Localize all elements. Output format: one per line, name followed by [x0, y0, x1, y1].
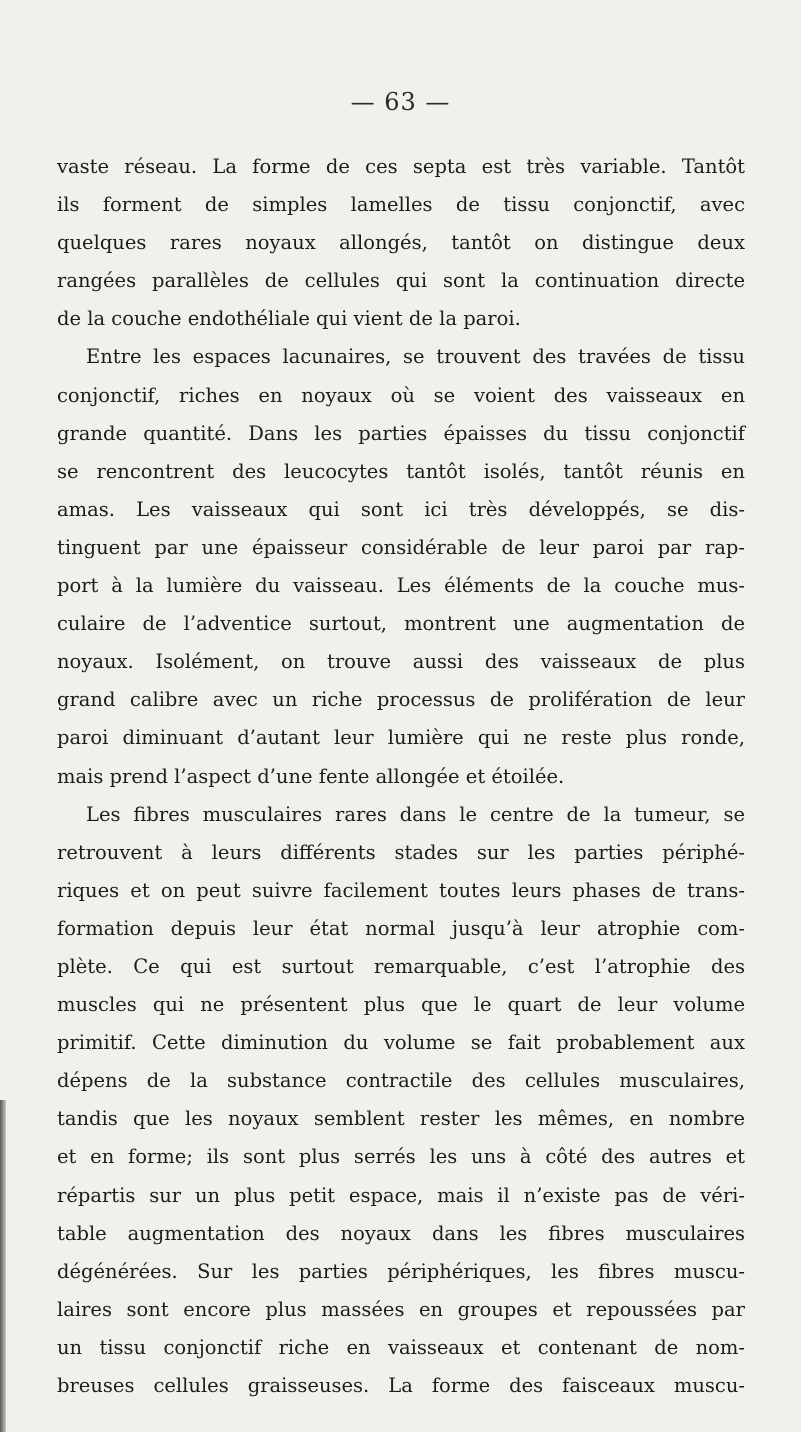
text-line: grande quantité. Dans les parties épaisses du tissu conjonctif: [57, 421, 745, 445]
text-line: Entre les espaces lacunaires, se trouvent des travées de tissu: [86, 345, 745, 369]
text-line: laires sont encore plus massées en groupes et repoussées par: [57, 1297, 745, 1321]
text-line: un tissu conjonctif riche en vaisseaux et contenant de nom-: [57, 1335, 745, 1359]
body-text: [57, 148, 745, 1405]
text-line: grand calibre avec un riche processus de prolifération de leur: [57, 688, 745, 712]
binding-edge-shadow: [0, 1100, 6, 1432]
text-line: et en forme; ils sont plus serrés les uns à côté des autres et: [57, 1145, 745, 1169]
text-line: riques et on peut suivre facilement toutes leurs phases de trans-: [57, 878, 745, 902]
text-line: table augmentation des noyaux dans les fibres musculaires: [57, 1221, 745, 1245]
text-line: culaire de l’adventice surtout, montrent une augmentation de: [57, 612, 745, 636]
text-line: conjonctif, riches en noyaux où se voient des vaisseaux en: [57, 383, 745, 407]
text-line: quelques rares noyaux allongés, tantôt on distingue deux: [57, 231, 745, 255]
text-line: tandis que les noyaux semblent rester les mêmes, en nombre: [57, 1107, 745, 1131]
text-line: mais prend l’aspect d’une fente allongée et étoilée.: [57, 764, 565, 788]
text-line: Les fibres musculaires rares dans le centre de la tumeur, se: [86, 802, 745, 826]
text-line: formation depuis leur état normal jusqu’à leur atrophie com-: [57, 916, 745, 940]
text-line: ils forment de simples lamelles de tissu conjonctif, avec: [57, 193, 745, 217]
text-line: retrouvent à leurs différents stades sur les parties périphé-: [57, 840, 745, 864]
text-line: muscles qui ne présentent plus que le quart de leur volume: [57, 993, 745, 1017]
text-line: dépens de la substance contractile des cellules musculaires,: [57, 1069, 745, 1093]
text-line: breuses cellules graisseuses. La forme des faisceaux muscu-: [57, 1374, 745, 1397]
page-number: — 63 —: [350, 88, 451, 116]
text-line: vaste réseau. La forme de ces septa est très variable. Tantôt: [57, 155, 745, 178]
text-line: primitif. Cette diminution du volume se fait probablement aux: [57, 1031, 745, 1055]
text-line: dégénérées. Sur les parties périphériques, les fibres muscu-: [57, 1259, 745, 1283]
text-line: se rencontrent des leucocytes tantôt isolés, tantôt réunis en: [57, 459, 745, 483]
text-line: amas. Les vaisseaux qui sont ici très développés, se dis-: [57, 497, 745, 521]
text-line: noyaux. Isolément, on trouve aussi des vaisseaux de plus: [57, 650, 745, 674]
text-line: tinguent par une épaisseur considérable de leur paroi par rap-: [57, 535, 745, 559]
text-line: rangées parallèles de cellules qui sont la continuation directe: [57, 269, 745, 293]
text-line: répartis sur un plus petit espace, mais il n’existe pas de véri-: [57, 1183, 745, 1207]
text-line: paroi diminuant d’autant leur lumière qui ne reste plus ronde,: [57, 726, 745, 750]
text-line: port à la lumière du vaisseau. Les éléments de la couche mus-: [57, 574, 745, 598]
text-line: plète. Ce qui est surtout remarquable, c’est l’atrophie des: [57, 954, 745, 978]
text-line: de la couche endothéliale qui vient de la paroi.: [57, 307, 521, 331]
